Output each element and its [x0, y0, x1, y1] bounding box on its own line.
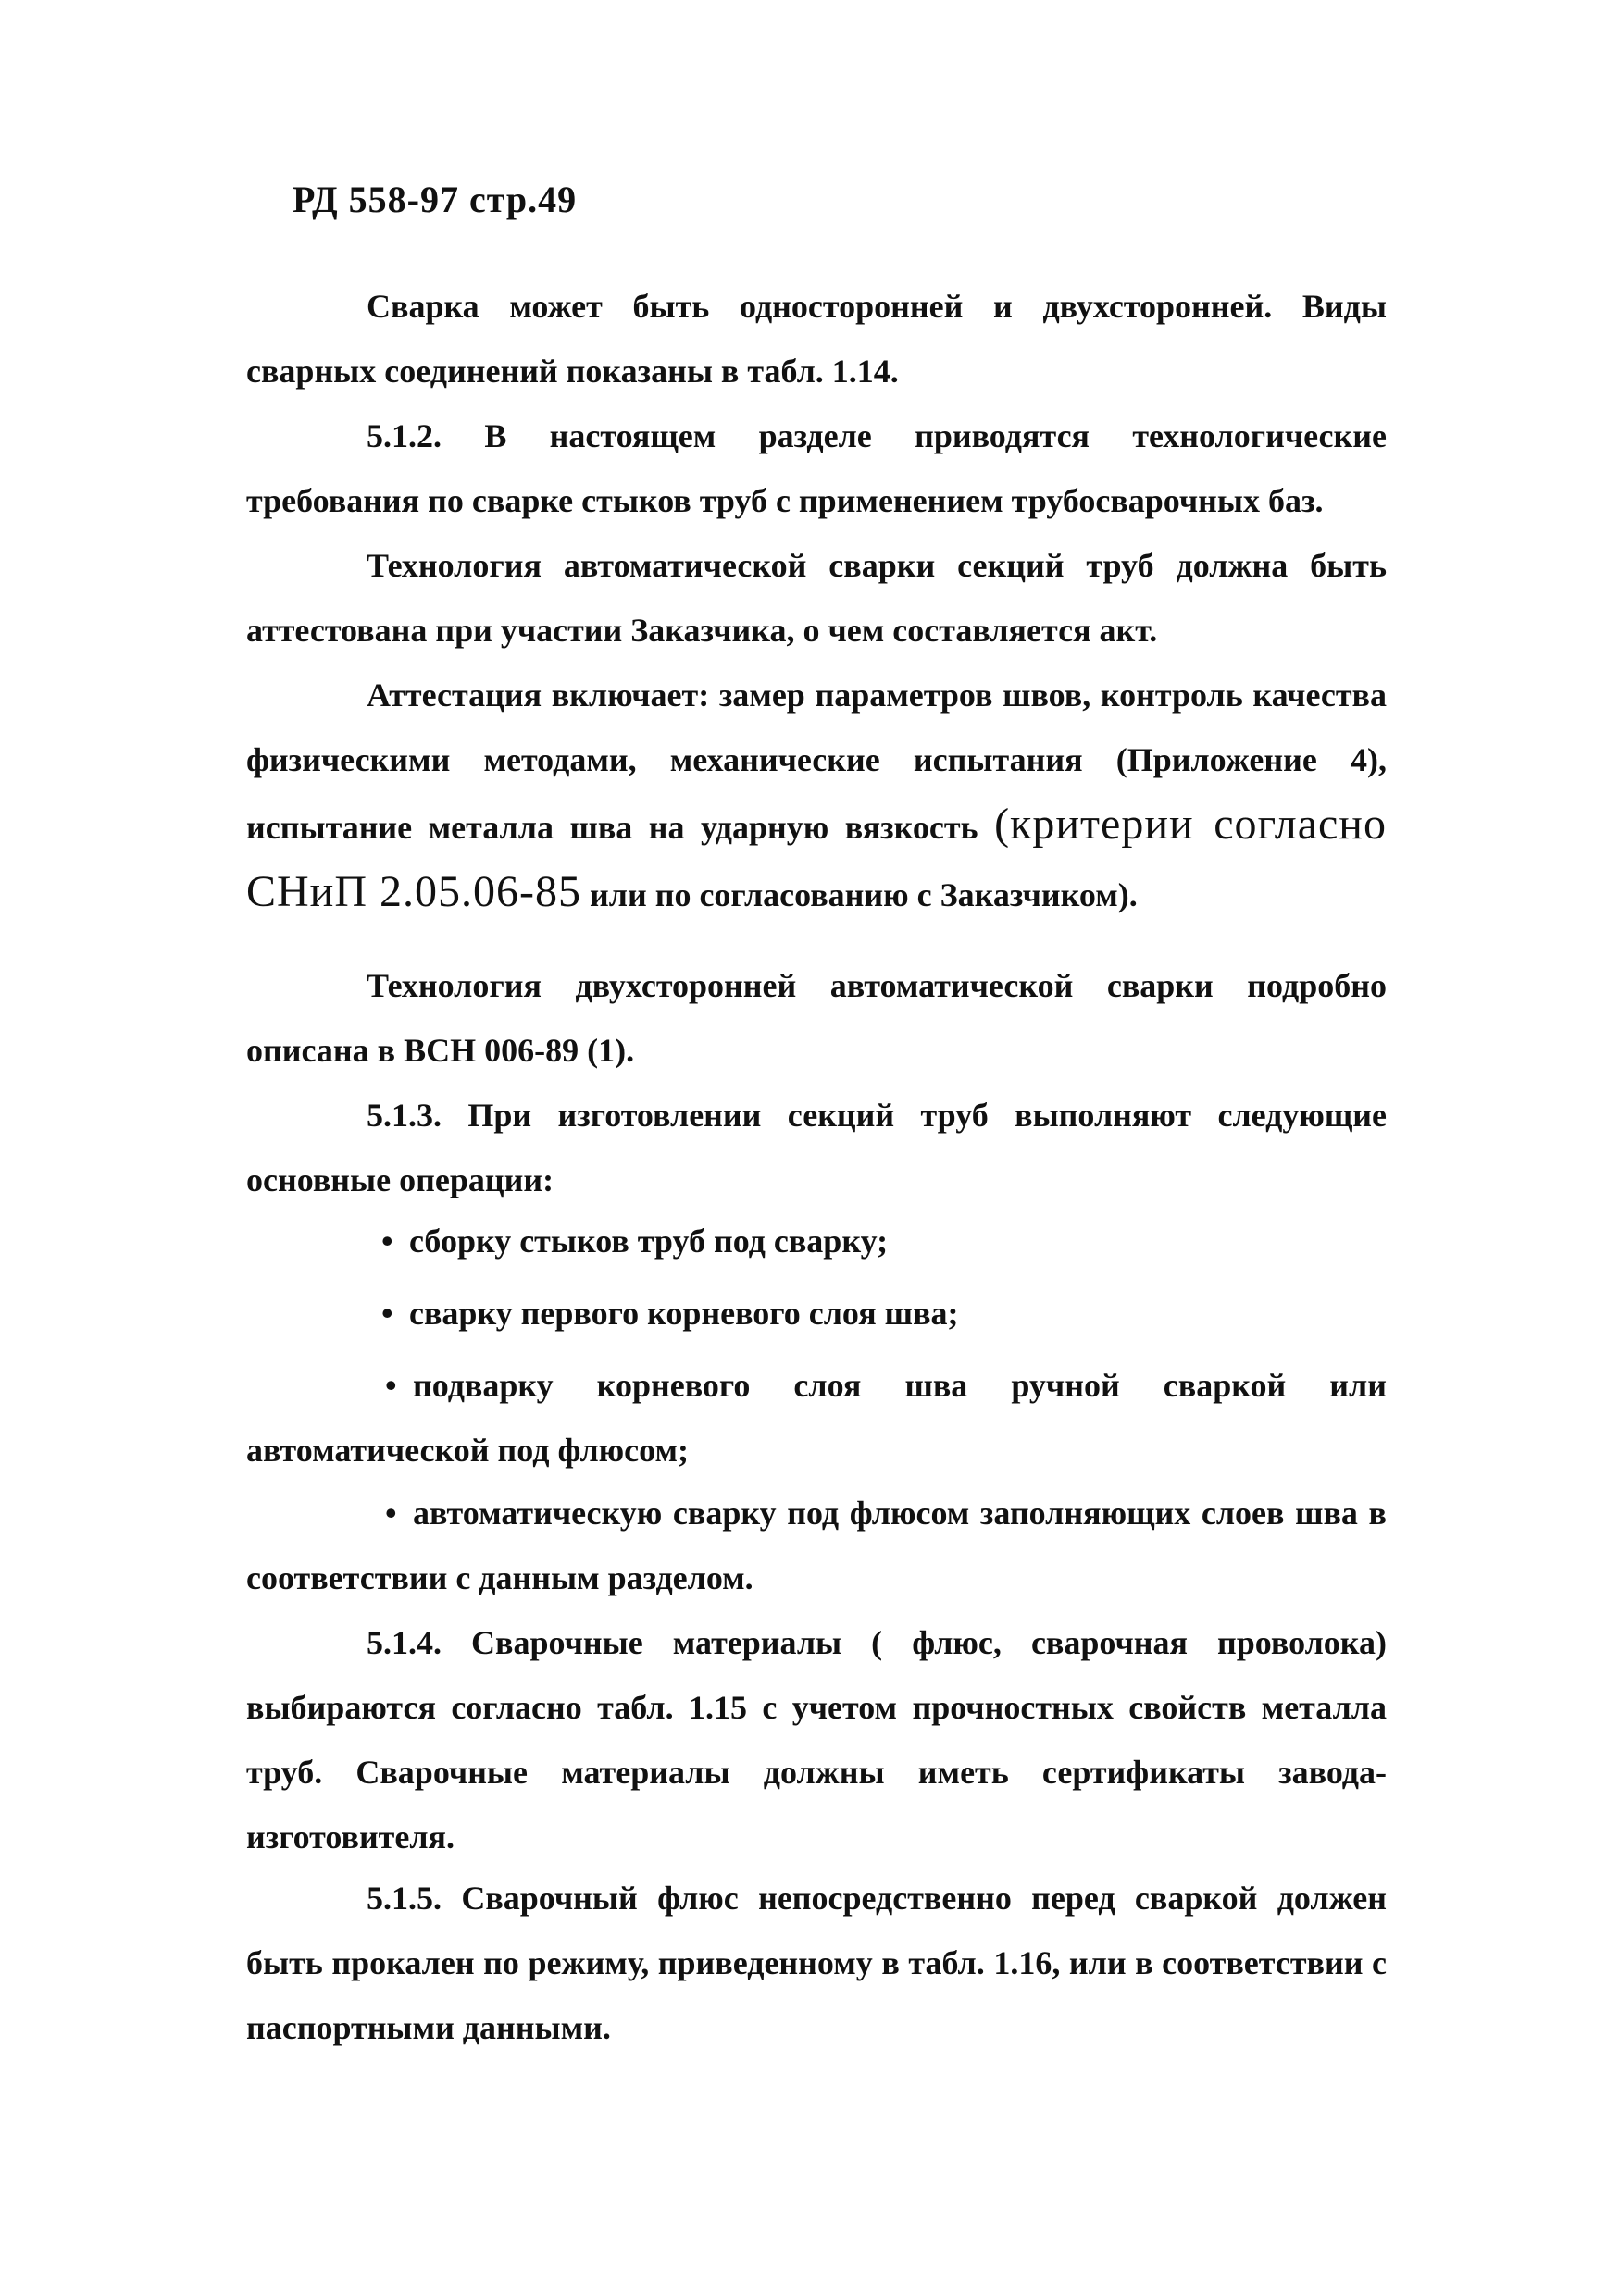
paragraph-5-1-2: 5.1.2. В настоящем разделе приводятся технологические требования по сварке стыков труб с применением трубосварочных баз.: [246, 417, 1387, 519]
page-header: РД 558-97 стр.49: [293, 179, 578, 220]
bullet-text: автоматическую сварку под флюсом заполняющих слоев шва в соответствии с данным разделом.: [246, 1495, 1387, 1596]
paragraph-5-1-5: 5.1.5. Сварочный флюс непосредственно перед сваркой должен быть прокален по режиму, приведенному в табл. 1.16, или в соответствии с паспортными данными.: [246, 1880, 1387, 2046]
bullet-text: сварку первого корневого слоя шва;: [409, 1295, 959, 1332]
snip-reference: (критерии согласно СНиП 2.05.06-85: [246, 800, 1387, 916]
paragraph-welding-types: Сварка может быть односторонней и двухсторонней. Виды сварных соединений показаны в табл. 1.14.: [246, 288, 1387, 390]
bullet-item: [246, 1209, 1387, 1273]
paragraph-attestation-includes: [246, 663, 1387, 927]
bullet-item: [246, 1481, 1387, 1610]
bullet-text: подварку корневого слоя шва ручной сваркой или автоматической под флюсом;: [246, 1367, 1387, 1469]
bullet-item: [246, 1281, 1387, 1346]
bullet-mark: •: [385, 1367, 397, 1404]
paragraph-5-1-4: 5.1.4. Сварочные материалы ( флюс, сварочная проволока) выбираются согласно табл. 1.15 с учетом прочностных свойств металла труб. Сварочные материалы должны иметь сертификаты завода-изготовителя.: [246, 1624, 1387, 1855]
paragraph-technology-attestation: Технология автоматической сварки секций труб должна быть аттестована при участии Заказчика, о чем составляется акт.: [246, 547, 1387, 649]
bullet-text: сборку стыков труб под сварку;: [409, 1222, 889, 1260]
paragraph-double-sided-welding: Технология двухсторонней автоматической сварки подробно описана в ВСН 006-89 (1).: [246, 967, 1387, 1069]
paragraph-5-1-3: 5.1.3. При изготовлении секций труб выполняют следующие основные операции:: [246, 1097, 1387, 1198]
bullet-mark: •: [381, 1222, 393, 1260]
attestation-text-end: или по согласованию с Заказчиком).: [581, 876, 1138, 913]
attestation-text: Аттестация включает: замер параметров швов, контроль качества физическими методами, механические испытания (Приложение 4), испытание металла шва на ударную вязкость: [246, 676, 1387, 846]
bullet-mark: •: [381, 1295, 393, 1332]
bullet-item: [246, 1353, 1387, 1483]
bullet-mark: •: [385, 1495, 397, 1532]
